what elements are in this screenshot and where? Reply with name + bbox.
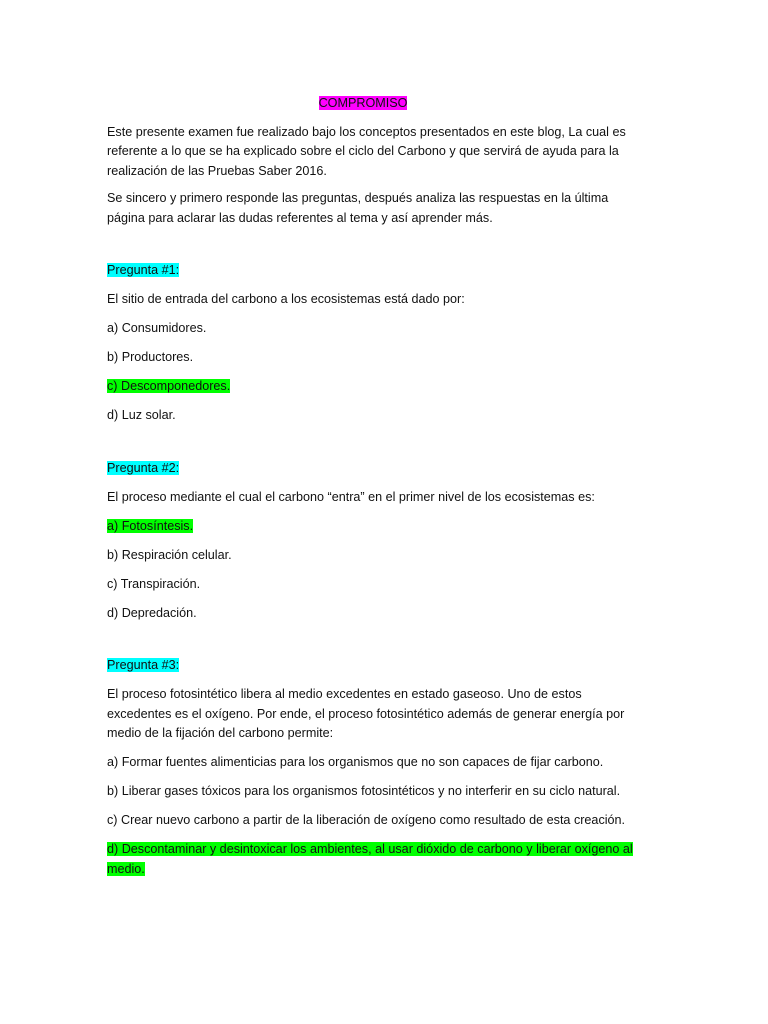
question-2-option-d: d) Depredación. [107,605,197,620]
question-2-text: El proceso mediante el cual el carbono “entra” en el primer nivel de los ecosistemas es: [107,489,595,504]
question-3-option-d [107,840,647,879]
question-3-heading-text: Pregunta #3: [107,658,180,672]
question-3-correct-answer: d) Descontaminar y desintoxicar los ambientes, al usar dióxido de carbono y liberar oxígeno al medio. [107,842,633,876]
question-3-option-c: c) Crear nuevo carbono a partir de la liberación de oxígeno como resultado de esta creación. [107,813,626,827]
question-1-option-c [107,377,647,397]
question-3-option-a: a) Formar fuentes alimenticias para los organismos que no son capaces de fijar carbono. [107,755,604,769]
question-2-option-a [107,517,647,537]
question-2-option-c: c) Transpiración. [107,576,201,591]
question-2-heading-text: Pregunta #2: [107,460,180,475]
question-2-option-b: b) Respiración celular. [107,547,232,562]
document-content [107,94,647,889]
question-3-heading [107,656,647,676]
question-1-option-a: a) Consumidores. [107,321,207,335]
question-1-heading [107,261,647,281]
question-1-text: El sitio de entrada del carbono a los ecosistemas está dado por: [107,292,465,306]
question-2-correct-answer: a) Fotosíntesis. [107,518,194,533]
question-2-heading [107,459,647,479]
document-title: COMPROMISO [318,96,408,110]
question-1-option-b: b) Productores. [107,350,194,364]
title-row [107,94,647,114]
question-3-text: El proceso fotosintético libera al medio excedentes en estado gaseoso. Uno de estos excedentes es el oxígeno. Por ende, el proceso fotosintético además de generar energía por medio de la fijación del carbono permite: [107,687,625,740]
intro-paragraph-2: Se sincero y primero responde las preguntas, después analiza las respuestas en la última página para aclarar las dudas referentes al tema y así aprender más. [107,191,609,225]
question-1-correct-answer: c) Descomponedores. [107,379,231,393]
question-3-option-b: b) Liberar gases tóxicos para los organismos fotosintéticos y no interferir en su ciclo natural. [107,784,621,798]
question-1-heading-text: Pregunta #1: [107,263,180,277]
question-1-option-d: d) Luz solar. [107,408,176,422]
intro-paragraph-1: Este presente examen fue realizado bajo los conceptos presentados en este blog, La cual es referente a lo que se ha explicado sobre el ciclo del Carbono y que servirá de ayuda para la realización de las Pruebas Saber 2016. [107,124,626,178]
